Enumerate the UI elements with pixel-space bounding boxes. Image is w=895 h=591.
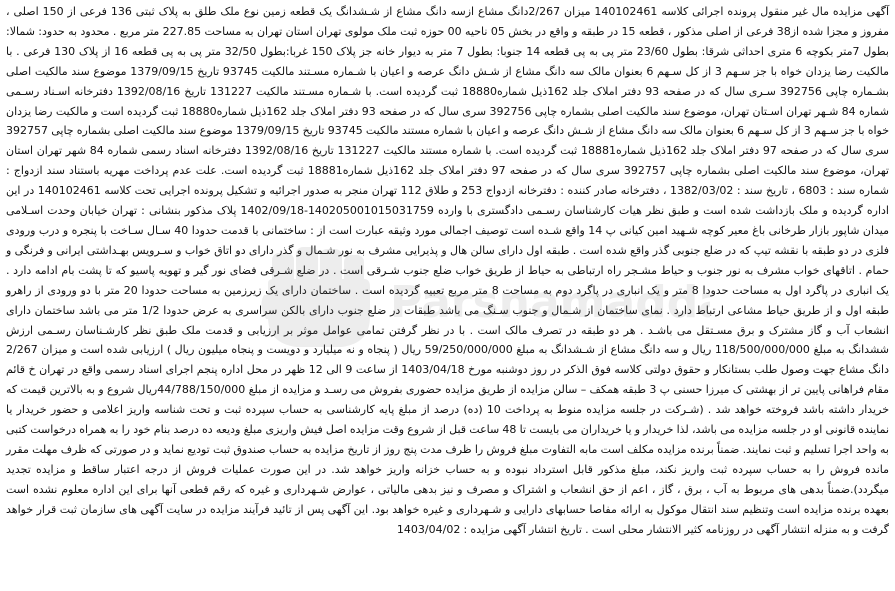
watermark-text: Parsnamadd	[390, 277, 699, 328]
auction-notice-text: آگهی مزایده مال غیر منقول پرونده اجرائی کلاسه 140102461 میزان 2/267دانگ مشاع ازسه دانگ مشاع از شـشدانگ یک قطعه زمین نوع ملک طلق به پلاک ثبتی 136 فرعی از 150 اصلی ، مفروز و مجزا شده از38 فرعی از اصلی مذکور ، قطعه 15 در طبقه و واقع در بخش 05 ناحیه 00 حوزه ثبت ملک مولوی تهران استان تهران به مساحت 227.85 متر مربع . محدود به حدود: شمالا: بطول 7متر بکوچه 6 متری احداثی شرقا: بطول 23/60 متر پی به پی قطعه 14 جنوبا: بطول 7 متر به دیوار خانه جز پلاک 150 غربا:بطول 32/50 متر پی به پی قطعه 16 از پلاک 130 فرعی . با مالکیت رضا یزدان خواه با جز سـهم 3 از کل سـهم 6 بعنوان مالک سه دانگ مشاع از شـش دانگ عرصه و اعیان با شـماره مسـتند مالکیت 93745 تاریخ 1379/09/15 موضوع سند مالکیت اصلی بشـماره چاپی 392756 سـری سال که در صفحه 93 دفتر املاک جلد 162ذیل شماره18880 ثبت گردیده است. با شـماره مسـتند مالکیت 131227 تاریخ 1392/08/16 دفترخانه اسـناد رسـمی شماره 84 شـهر تهران اسـتان تهران، موضوع سند مالکیت اصلی بشماره چاپی 392756 سری سال که در صفحه 93 دفتر املاک جلد 162ذیل شماره18880 ثبت گردیده است و مالکیت رضا یزدان خواه با جز سـهم 3 از کل سـهم 6 بعنوان مالک سه دانگ مشاع از شـش دانگ عرصه و اعیان با شماره مستند مالکیت 93745 تاریخ 1379/09/15 موضوع سند مالکیت اصلی بشماره چاپی 392757 سری سال که در صفحه 97 دفتر املاک جلد 162ذیل شماره18881 ثبت گردیده است. با شماره مستند مالکیت 131227 تاریخ 1392/08/16 دفترخانه اسناد رسمی شماره 84 شهر تهران استان تهران، موضوع سند مالکیت اصلی بشماره چاپی 392757 سری سال که در صفحه 97 دفتر املاک جلد 162ذیل شماره18881 ثبت گردیده است. علت عدم پرداخت مهریه باستناد سند ازدواج : شماره سند : 6803 ، تاریخ سند : 1382/03/02 ، دفترخانه صادر کننده : دفترخانه ازدواج 253 و طلاق 112 تهران منجر به صدور اجرائیه و تشکیل پرونده اجرایی تحت کلاسه 140102461 در این اداره گردیده و ملک بازداشت شده است و طبق نظر هیات کارشناسان رسـمی دادگستری با وارده 140205001015031759-1402/09/18 پلاک مذکور بنشانی : تهران خیابان وحدت اسـلامی میدان شاپور بازار طرخانی باغ معیر کوچه شـهید امین کیانی پ 14 واقع شـده است توصیف اجمالی مورد وثیقه عبارت است از : ساختمانی با قدمت حدودا 40 سـال سـاخت با پنجره و درب ورودی فلزی در دو طبقه با نقشه تیپ که در ضلع جنوبی گذر واقع شده است . طبقه اول دارای سالن هال و پذیرایی مشرف به نور شـمال و گذر دارای دو اتاق خواب و سـرویس بهـداشتی ایرانی و فرنگی و حمام . اتاقهای خواب مشرف به نور جنوب و حیاط مشـجر راه ارتباطی به حیاط از طریق خواب ضلع جنوب شـرقی است . در ضلع شـرقی فضای نور گیر و تهویه پاسیو که تا پشت بام ادامه دارد . یک انباری در پاگرد اول به مساحت حدودا 8 متر و یک انباری در پاگرد دوم به مساحت 8 متر مربع تعبیه گردیده است . ساختمان دارای یک زیرزمین به مساحت حدودا 20 متر با دو ورودی از راهرو طبقه اول و از طریق حیاط مشاعی ارتباط دارد . نمای ساختمان از شـمال و جنوب سـنگ می باشد طبقات در ضلع جنوب دارای بالکن سراسری به عرض حدودا 1/2 متر می باشد ساختمان دارای انشعاب آب و گاز مشترک و برق مسـتقل می باشـد . هر دو طبقه در تصرف مالک است . با در نظر گرفتن تمامی عوامل موثر بر ارزیابی و قدمت ملک طبق نظر کارشـناسان رسـمی ارزش ششدانگ به مبلغ 118/500/000/000 ریال و سه دانگ مشاع از شـشدانگ به مبلغ 59/250/000/000 ریال ( پنجاه و نه میلیارد و دویست و پنجاه میلیون ریال ) ارزیابی شده است و میزان 2/267 دانگ مشاع جهت وصول طلب بستانکار و حقوق دولتی کلاسه فوق الذکر در روز دوشنبه مورخ 1403/04/18 از ساعت 9 الی 12 ظهر در محل اداره پنجم اجرای اسناد رسمی واقع در تهران خ قائم مقام فراهانی پایین تر از بهشتی ک میرزا حسنی پ 3 طبقه همکف – سالن مزایده از طریق مزایده حضوری بفروش می رسـد و مزایده از مبلغ 44/788/150/000ریال شروع و به بالاترین قیمت که خریدار داشته باشد فروخته خواهد شد . (شـرکت در جلسه مزایده منوط به پرداخت 10 (ده) درصد از مبلغ پایه کارشناسی به حساب سپرده ثبت و تحت شناسه واریز اعلامی و حضور خریدار یا نماینده قانونی او در جلسه مزایده می باشد، لذا خریدار و یا خریداران می بایست تا 48 ساعت قبل از شروع وقت مزایده اصل فیش واریزی مبلغ ودیعه ده درصد بنام خود را به همراه درخواست کتبی به واحد اجرا تسلیم و ثبت نمایند. ضمناً برنده مزایده مکلف است مابه التفاوت مبلغ فروش را ظرف مدت پنج روز از تاریخ مزایده به حساب صندوق ثبت تودیع نماید و در صورتی که ظرف مهلت مقرر مانده فروش را به حساب سپرده ثبت واریز نکند، مبلغ مذکور قابل استرداد نبوده و به حساب خزانه واریز خواهد شد. در این صورت عملیات فروش از درجه اعتبار ساقط و مزایده تجدید میگردد).ضمناً بدهی های مربوط به آب ، برق ، گاز ، اعم از حق انشعاب و اشتراک و مصرف و نیز بدهی مالیاتی ، عوارض شـهرداری و غیره که رقم قطعی آنها برای این اداره معلوم نشده است بعهده برنده مزایده است وتنظیم سند انتقال موکول به ارائه مفاصا حسابهای دارایی و شـهرداری و غیره خواهد بود. این آگهی پس از تائید فرآیند مزایده در سایت آگهی های سازمان ثبت قرار خواهد گرفت و به منزله انتشار آگهی در روزنامه کثیر الانتشار محلی است . تاریخ انتشار آگهی مزایده : 1403/04/02	[6, 5, 890, 536]
